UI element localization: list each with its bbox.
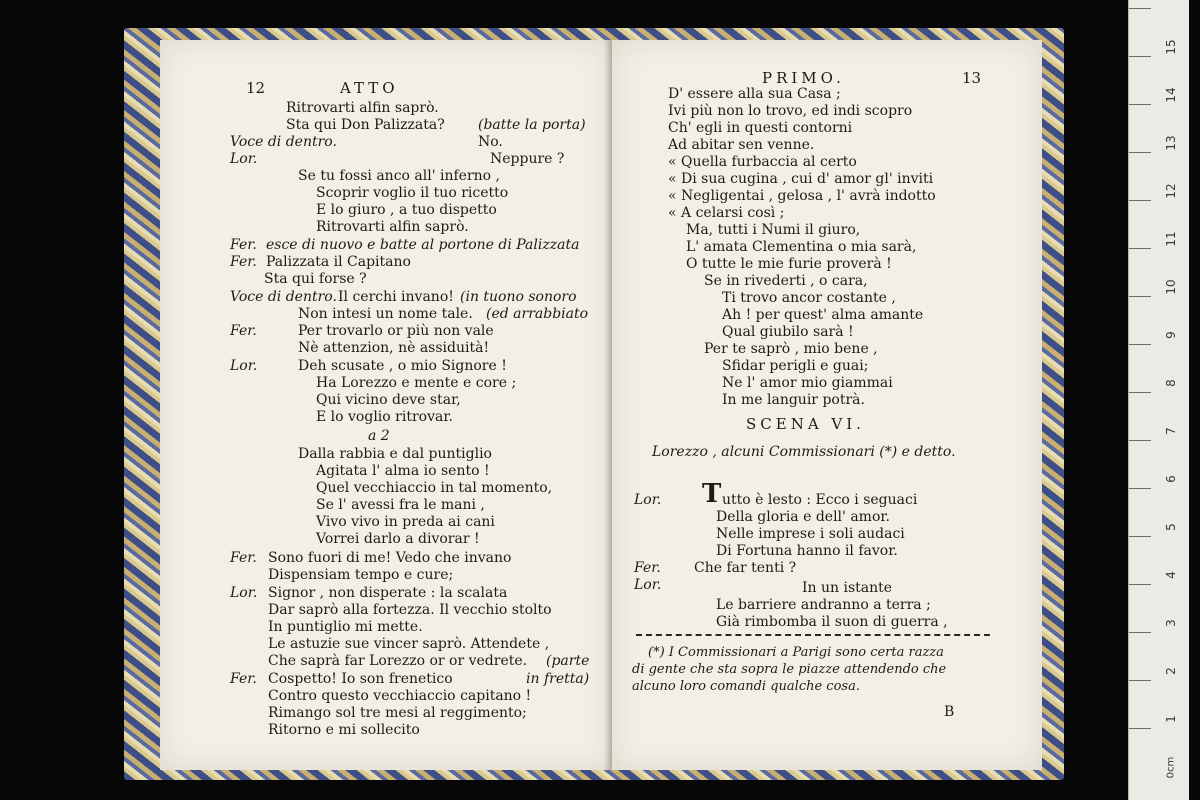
line: Qual giubilo sarà !	[722, 324, 854, 340]
line: Nè attenzion, nè assiduità!	[298, 340, 490, 356]
line: Qui vicino deve star,	[316, 392, 461, 408]
ruler-label: 1	[1164, 715, 1178, 723]
line: Ne l' amor mio giammai	[722, 375, 893, 391]
line: Ma, tutti i Numi il giuro,	[686, 222, 861, 238]
line: Per trovarlo or più non vale	[298, 323, 494, 339]
line: Già rimbomba il suon di guerra ,	[716, 614, 948, 630]
ruler-tick	[1129, 536, 1151, 537]
line: a 2	[368, 428, 390, 444]
speaker: Fer.	[230, 671, 257, 687]
speaker: Fer.	[230, 323, 257, 339]
speaker: Lor.	[634, 492, 662, 508]
line: Ah ! per quest' alma amante	[722, 307, 924, 323]
ruler-tick	[1129, 56, 1151, 57]
ruler-tick	[1129, 296, 1151, 297]
stage-direction: (in tuono sonoro	[460, 289, 577, 305]
speaker: Lor.	[230, 151, 258, 167]
ruler-label: 12	[1164, 183, 1178, 199]
ruler-tick	[1129, 440, 1151, 441]
ruler-tick	[1129, 152, 1151, 153]
line: Sfidar perigli e guai;	[722, 358, 869, 374]
line: In me languir potrà.	[722, 392, 865, 408]
page-header-right: PRIMO.	[762, 69, 845, 87]
line: Ritrovarti alfin saprò.	[286, 100, 439, 116]
ruler-tick	[1129, 584, 1151, 585]
line: Cospetto! Io son frenetico	[268, 671, 453, 687]
line: Scoprir voglio il tuo ricetto	[316, 185, 509, 201]
page-header-left: ATTO	[340, 79, 399, 97]
line: Ritrovarti alfin saprò.	[316, 219, 469, 235]
speaker: Fer.	[230, 550, 257, 566]
speaker: Fer.	[230, 254, 257, 270]
page-number-left: 12	[246, 79, 266, 97]
line: Vivo vivo in preda ai cani	[316, 514, 495, 530]
speaker: Lor.	[230, 358, 258, 374]
drop-cap: T	[702, 479, 722, 509]
ruler-label: 7	[1164, 427, 1178, 435]
line: Contro questo vecchiaccio capitano !	[268, 688, 532, 704]
footnote-line: di gente che sta sopra le piazze attendendo che	[632, 662, 947, 677]
line: Ti trovo ancor costante ,	[722, 290, 896, 306]
ruler-tick	[1129, 680, 1151, 681]
line: « Di sua cugina , cui d' amor gl' inviti	[668, 171, 934, 187]
footnote-line: (*) I Commissionari a Parigi sono certa razza	[648, 645, 944, 660]
line: Non intesi un nome tale.	[298, 306, 473, 322]
line: Deh scusate , o mio Signore !	[298, 358, 507, 374]
line: Se tu fossi anco all' inferno ,	[298, 168, 501, 184]
line: Agitata l' alma io sento !	[316, 463, 490, 479]
speaker: Lor.	[230, 585, 258, 601]
ruler-label: 9	[1164, 331, 1178, 339]
ruler-label: 8	[1164, 379, 1178, 387]
stage-direction: (batte la porta)	[478, 117, 586, 133]
ruler-tick	[1129, 728, 1151, 729]
ruler-tick	[1129, 8, 1151, 9]
ruler-tick	[1129, 488, 1151, 489]
line: Dar saprò alla fortezza. Il vecchio stolto	[268, 602, 552, 618]
stage-direction: (ed arrabbiato	[486, 306, 589, 322]
line: Se l' avessi fra le mani ,	[316, 497, 485, 513]
line: Palizzata il Capitano	[266, 254, 411, 270]
footnote-line: alcuno loro comandi qualche cosa.	[632, 679, 860, 694]
line: Ha Lorezzo e mente e core ;	[316, 375, 517, 391]
ruler-label: 11	[1164, 231, 1178, 247]
line: E lo giuro , a tuo dispetto	[316, 202, 497, 218]
line: Quel vecchiaccio in tal momento,	[316, 480, 553, 496]
speaker: Lor.	[634, 577, 662, 593]
line: Signor , non disperate : la scalata	[268, 585, 508, 601]
line: Che saprà far Lorezzo or or vedrete.	[268, 653, 528, 669]
line: E lo voglio ritrovar.	[316, 409, 453, 425]
ruler-label: 6	[1164, 475, 1178, 483]
page-number-right: 13	[962, 69, 982, 87]
stage-direction: in fretta)	[526, 671, 590, 687]
ruler-tick	[1129, 104, 1151, 105]
left-page	[160, 40, 612, 770]
line: Le barriere andranno a terra ;	[716, 597, 931, 613]
line: Dispensiam tempo e cure;	[268, 567, 454, 583]
line: Rimango sol tre mesi al reggimento;	[268, 705, 527, 721]
line: In puntiglio mi mette.	[268, 619, 423, 635]
ruler-label: 5	[1164, 523, 1178, 531]
ruler-tick	[1129, 632, 1151, 633]
ruler-tick	[1129, 392, 1151, 393]
line: Le astuzie sue vincer saprò. Attendete ,	[268, 636, 550, 652]
ruler-tick	[1129, 344, 1151, 345]
line: Neppure ?	[490, 151, 565, 167]
line: Ritorno e mi sollecito	[268, 722, 420, 738]
signature-mark: B	[944, 704, 955, 720]
line: Sta qui Don Palizzata?	[286, 117, 445, 133]
ruler-label: 3	[1164, 619, 1178, 627]
stage-direction: (parte	[546, 653, 590, 669]
line: Ivi più non lo trovo, ed indi scopro	[668, 103, 913, 119]
line: « A celarsi così ;	[668, 205, 785, 221]
ruler-label: 15	[1164, 39, 1178, 55]
ruler-label: 2	[1164, 667, 1178, 675]
footnote-rule	[636, 634, 990, 636]
line: Ch' egli in questi contorni	[668, 120, 853, 136]
measuring-ruler	[1128, 0, 1189, 800]
ruler-label: 0cm	[1165, 756, 1177, 779]
line: D' essere alla sua Casa ;	[668, 86, 841, 102]
line: Della gloria e dell' amor.	[716, 509, 890, 525]
line: utto è lesto : Ecco i seguaci	[722, 492, 918, 508]
line: Sta qui forse ?	[264, 271, 367, 287]
speaker: Fer.	[230, 237, 257, 253]
line: In un istante	[802, 580, 893, 596]
line: Ad abitar sen venne.	[668, 137, 815, 153]
scene-cast: Lorezzo , alcuni Commissionari (*) e detto.	[652, 444, 956, 460]
line: « Quella furbaccia al certo	[668, 154, 857, 170]
speaker: Voce di dentro.	[230, 289, 337, 305]
line: L' amata Clementina o mia sarà,	[686, 239, 917, 255]
line: Per te saprò , mio bene ,	[704, 341, 878, 357]
ruler-label: 13	[1164, 135, 1178, 151]
ruler-label: 14	[1164, 87, 1178, 103]
right-page	[612, 40, 1042, 770]
ruler-label: 10	[1164, 279, 1178, 295]
line: Vorrei darlo a divorar !	[316, 531, 480, 547]
line: O tutte le mie furie proverà !	[686, 256, 892, 272]
line: Di Fortuna hanno il favor.	[716, 543, 898, 559]
speaker: Fer.	[634, 560, 661, 576]
line: Se in rivederti , o cara,	[704, 273, 868, 289]
line: « Negligentai , gelosa , l' avrà indotto	[668, 188, 936, 204]
ruler-tick	[1129, 200, 1151, 201]
line: Sono fuori di me! Vedo che invano	[268, 550, 512, 566]
ruler-label: 4	[1164, 571, 1178, 579]
line: Dalla rabbia e dal puntiglio	[298, 446, 492, 462]
line: Il cerchi invano!	[338, 289, 454, 305]
speaker: Voce di dentro.	[230, 134, 337, 150]
stage-direction: esce di nuovo e batte al portone di Palizzata	[266, 237, 580, 253]
line: No.	[478, 134, 503, 150]
scene-title: SCENA VI.	[746, 415, 865, 433]
line: Nelle imprese i soli audaci	[716, 526, 905, 542]
ruler-tick	[1129, 248, 1151, 249]
line: Che far tenti ?	[694, 560, 797, 576]
